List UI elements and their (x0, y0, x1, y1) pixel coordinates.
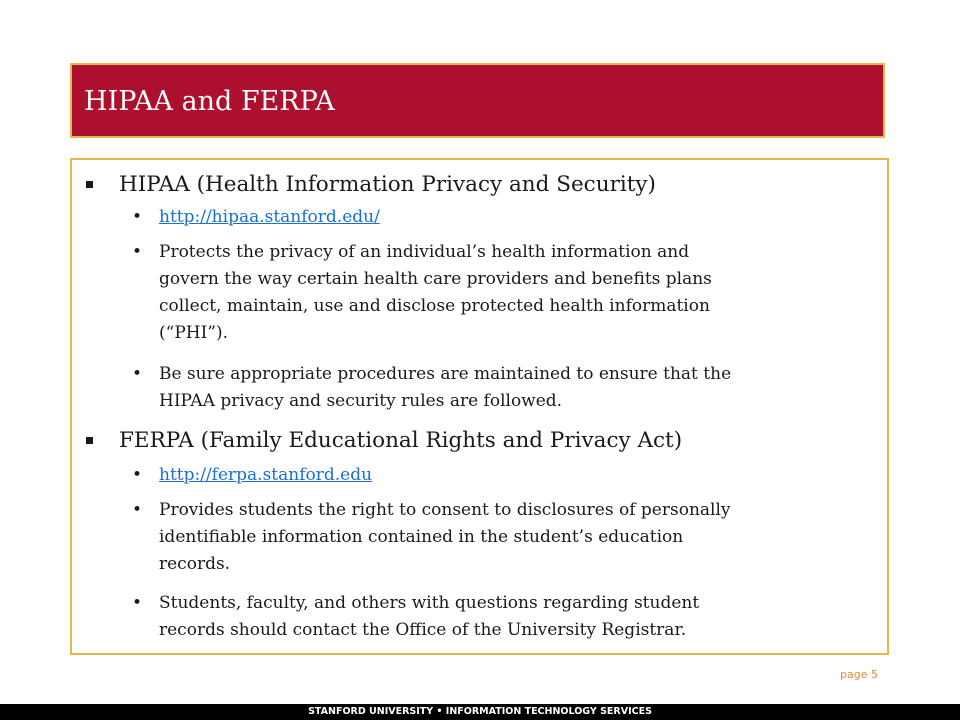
slide-title: HIPAA and FERPA (84, 86, 335, 117)
title-bar (70, 63, 885, 138)
hipaa-link[interactable]: http://hipaa.stanford.edu/ (159, 207, 380, 227)
round-bullet-icon: • (132, 364, 143, 384)
round-bullet-icon: • (132, 242, 143, 262)
list-item-text: Be sure appropriate procedures are maintained to ensure that the HIPAA privacy and security rules are followed. (159, 364, 732, 411)
page-number: page 5 (840, 668, 878, 681)
round-bullet-icon: • (132, 465, 143, 485)
ferpa-link[interactable]: http://ferpa.stanford.edu (159, 465, 373, 485)
section-heading: FERPA (Family Educational Rights and Privacy Act) (119, 428, 683, 453)
list-item-text: Students, faculty, and others with questions regarding student records should contact the Office of the University Registrar. (159, 593, 700, 640)
section-heading: HIPAA (Health Information Privacy and Security) (119, 172, 656, 197)
round-bullet-icon: • (132, 207, 143, 227)
square-bullet-icon (86, 437, 93, 444)
list-item-text: Provides students the right to consent to disclosures of personally identifiable information contained in the student’s education records. (159, 500, 731, 574)
round-bullet-icon: • (132, 593, 143, 613)
round-bullet-icon: • (132, 500, 143, 520)
list-item-text: Protects the privacy of an individual’s health information and govern the way certain health care providers and benefits plans collect, maintain, use and disclose protected health information (“PHI”). (159, 242, 712, 343)
square-bullet-icon (86, 181, 93, 188)
footer: STANFORD UNIVERSITY • INFORMATION TECHNOLOGY SERVICES (0, 704, 960, 720)
content-box (70, 158, 889, 655)
